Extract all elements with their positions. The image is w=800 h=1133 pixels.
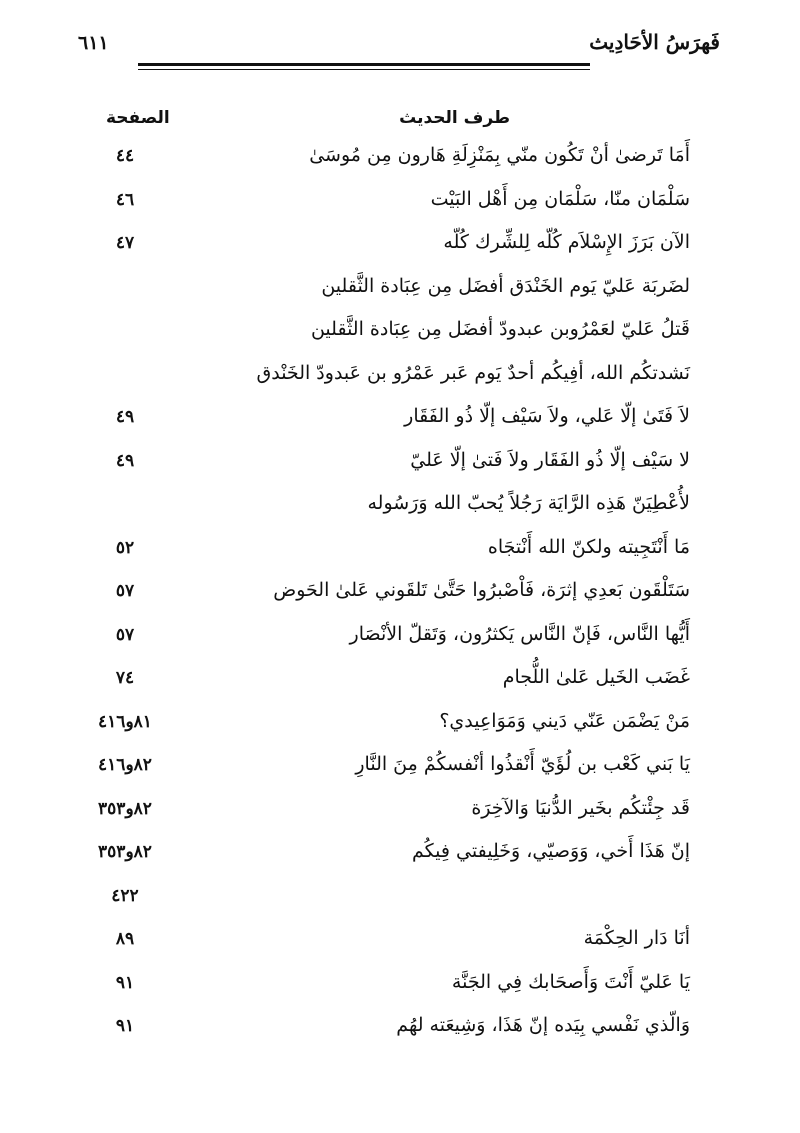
- hadith-text: غَضَب الخَيل عَلىٰ اللُّجام: [502, 666, 690, 688]
- list-item: [80, 967, 690, 1011]
- list-item: [80, 575, 690, 619]
- hadith-text: نَشدتكُم الله، أفِيكُم أحدٌ يَوم عَبر عَمْرُو بن عَبدودّ الخَنْدق: [256, 361, 690, 384]
- hadith-text: سَتَلْقَون بَعدِي إثرَة، فَاْصْبرُوا حَتَّىٰ تَلقَوني عَلىٰ الحَوض: [273, 579, 690, 601]
- page-ref: ٥٧: [115, 581, 135, 601]
- list-item: [80, 184, 690, 228]
- page-ref: ٥٢: [115, 537, 135, 558]
- page-ref: ٨٢و٣٥٣: [98, 798, 152, 819]
- list-item: [80, 445, 690, 489]
- page-ref: ٤٩: [115, 407, 135, 427]
- list-item: [80, 923, 690, 967]
- list-item: [80, 358, 690, 402]
- running-head: [78, 30, 720, 70]
- hadith-text: الآن بَرَزَ الإِسْلاَم كُلّه لِلشِّرك كُلّه: [443, 231, 690, 253]
- list-item: [80, 880, 690, 924]
- hadith-text: إنّ هَذَا أَخي، وَوَصيّي، وَخَلِيفتي فِيكُم: [412, 840, 690, 862]
- hadith-index-list: [80, 140, 690, 1054]
- page-ref: ٧٤: [115, 668, 135, 688]
- page-ref: ٤٤: [115, 146, 135, 166]
- list-item: [80, 401, 690, 445]
- page-ref: ٤٩: [115, 450, 135, 471]
- hadith-text: مَا أَنْتَجِيته ولكنّ الله أَنْتجَاه: [487, 535, 690, 558]
- page-ref: ٤٢٢: [111, 885, 139, 906]
- list-item: [80, 706, 690, 750]
- hadith-text: لضَربَة عَليّ يَوم الخَنْدَق أفضَل مِن عِبَادة الثَّقلين: [321, 274, 690, 297]
- header-rule-thin: [138, 69, 590, 70]
- hadith-text: لاَ فَتَىٰ إلّا عَلي، ولاَ سَيْف إلّا ذُو الفَقَار: [404, 405, 690, 427]
- page-ref: ٥٧: [115, 624, 135, 645]
- column-header-hadith: طرف الحديث: [399, 108, 510, 128]
- page-number: ٦١١: [78, 32, 109, 54]
- page-ref: ٩١: [115, 972, 135, 993]
- hadith-text: يَا بَني كَعْب بن لُؤَيّ أَنْقذُوا أنْفسكُمْ مِنَ النَّارِ: [355, 753, 690, 775]
- hadith-text: أنَا دَار الحِكْمَة: [583, 927, 690, 949]
- list-item: [80, 314, 690, 358]
- hadith-text: لا سَيْف إلّا ذُو الفَقَار ولاَ فَتىٰ إلّا عَليّ: [410, 448, 690, 471]
- running-head-title: فَهرَسُ الأحَادِيث: [589, 30, 720, 54]
- list-item: [80, 836, 690, 880]
- page-ref: ٤٧: [115, 233, 135, 253]
- list-item: [80, 619, 690, 663]
- list-item: [80, 749, 690, 793]
- hadith-text: لأُعْطِيَنّ هَذِه الرَّايَة رَجُلاً يُحبّ الله وَرَسُوله: [367, 492, 690, 514]
- list-item: [80, 227, 690, 271]
- hadith-text: سَلْمَان منّا، سَلْمَان مِن أَهْل البَيْت: [430, 187, 690, 210]
- hadith-text: وَالّذي نَفْسي بِيَده إنّ هَذَا، وَشِيعَته لهُم: [396, 1014, 690, 1036]
- list-item: [80, 271, 690, 315]
- list-item: [80, 662, 690, 706]
- page-ref: ٨٢و٣٥٣: [98, 842, 152, 862]
- list-item: [80, 140, 690, 184]
- list-item: [80, 793, 690, 837]
- column-header-page: الصفحة: [106, 108, 170, 128]
- page-ref: ٩١: [115, 1016, 135, 1036]
- list-item: [80, 1010, 690, 1054]
- list-item: [80, 532, 690, 576]
- page-ref: ٤٦: [115, 189, 135, 210]
- hadith-text: أَمَا تَرضىٰ أنْ تَكُون منّي بِمَنْزِلَةِ هَارون مِن مُوسَىٰ: [309, 144, 690, 166]
- hadith-text: مَنْ يَضْمَن عَنّي دَيني وَمَوَاعِيدي؟: [439, 709, 690, 732]
- page-ref: ٨٢و٤١٦: [98, 755, 152, 775]
- page-ref: ٨٩: [115, 929, 135, 949]
- hadith-text: قَتلُ عَليّ لعَمْرُوبن عبدودّ أفضَل مِن عِبَادة الثَّقلين: [310, 318, 690, 340]
- hadith-text: أَيُّها النَّاس، فَإنّ النَّاس يَكثرُون، وَتَقلّ الأنْصَار: [349, 622, 690, 645]
- list-item: [80, 488, 690, 532]
- page-ref: ٨١و٤١٦: [98, 711, 152, 732]
- header-rule: [138, 63, 590, 66]
- hadith-text: يَا عَليّ أَنْتَ وَأَصحَابك فِي الجَنَّة: [451, 970, 690, 993]
- hadith-text: قَد جِئْتكُم بخَير الدُّنيَا وَالآخِرَة: [471, 796, 690, 819]
